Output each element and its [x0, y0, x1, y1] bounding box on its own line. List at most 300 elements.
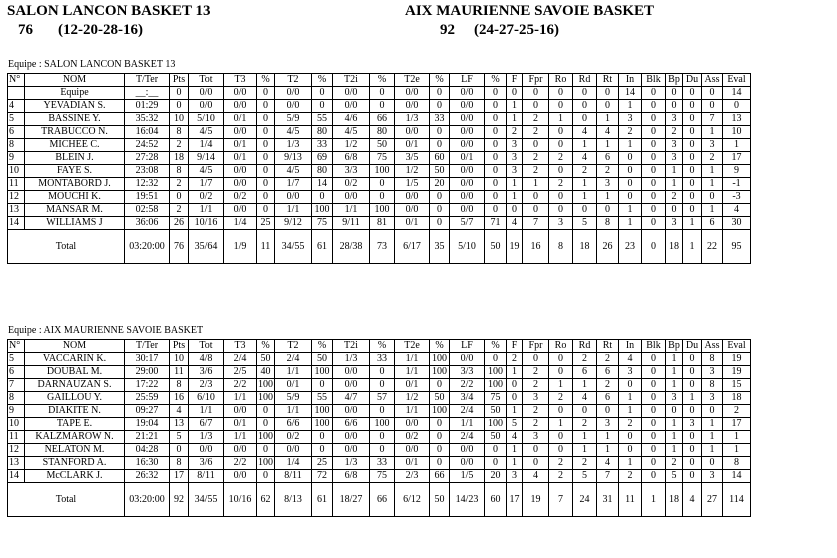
stat-cell: 2 — [666, 457, 683, 470]
stat-cell: -1 — [723, 178, 751, 191]
stat-cell: 0/1 — [395, 457, 430, 470]
player-row — [8, 165, 751, 178]
stat-cell: 14 — [312, 178, 333, 191]
stat-cell: 2/4 — [450, 405, 485, 418]
stat-cell: 1/3 — [275, 139, 312, 152]
stat-cell: 0 — [430, 87, 450, 100]
stat-cell: 4 — [523, 470, 549, 483]
total-cell: 1 — [683, 230, 702, 264]
stat-cell: 2 — [619, 418, 642, 431]
stat-cell: 0 — [370, 178, 395, 191]
stat-cell: 0 — [642, 165, 666, 178]
stat-cell: 0 — [549, 100, 573, 113]
stat-cell: 0 — [430, 431, 450, 444]
stat-cell: 0 — [549, 87, 573, 100]
column-header: T/Ter — [125, 74, 170, 87]
stat-cell: 2 — [523, 405, 549, 418]
stat-cell: 6 — [8, 366, 25, 379]
total-cell: 92 — [170, 483, 189, 517]
total-cell: 4 — [683, 483, 702, 517]
stat-cell: 10 — [170, 113, 189, 126]
stat-cell: 0 — [619, 431, 642, 444]
stat-cell: 0 — [619, 191, 642, 204]
stat-cell: 2 — [573, 457, 597, 470]
stat-cell: 3 — [523, 392, 549, 405]
stat-cell: 0/0 — [189, 100, 224, 113]
total-cell: 50 — [485, 230, 507, 264]
stat-cell: 4 — [573, 392, 597, 405]
stat-cell: 0 — [370, 431, 395, 444]
stat-cell: 1/1 — [275, 366, 312, 379]
stat-cell: 0 — [683, 178, 702, 191]
stat-cell: 0/2 — [275, 431, 312, 444]
stat-cell: 0 — [170, 87, 189, 100]
stat-cell: 0 — [370, 444, 395, 457]
column-header: Ass — [702, 74, 723, 87]
stat-cell: 0 — [642, 444, 666, 457]
stat-cell: 14 — [8, 470, 25, 483]
stat-cell: 100 — [430, 405, 450, 418]
total-cell: 11 — [619, 483, 642, 517]
stat-cell: 6/8 — [333, 470, 370, 483]
stat-cell: 0/0 — [224, 204, 257, 217]
stat-cell: 0 — [257, 87, 275, 100]
stat-cell: 4 — [8, 100, 25, 113]
stat-cell: 0 — [485, 191, 507, 204]
stat-cell: 0/0 — [189, 87, 224, 100]
stat-cell: 1 — [666, 418, 683, 431]
stat-cell: 8 — [170, 165, 189, 178]
stat-cell: 8 — [170, 379, 189, 392]
stat-cell: 17 — [723, 418, 751, 431]
stat-cell: 9 — [723, 165, 751, 178]
stat-cell: 0 — [257, 165, 275, 178]
stat-cell: 1 — [723, 444, 751, 457]
stat-cell: 0 — [485, 444, 507, 457]
stat-cell: 100 — [312, 204, 333, 217]
stat-cell: 0/1 — [395, 139, 430, 152]
stat-cell: 0 — [683, 470, 702, 483]
stat-cell: 100 — [312, 366, 333, 379]
player-row — [8, 152, 751, 165]
player-name: MONTABORD J. — [25, 178, 125, 191]
stat-cell: 1 — [702, 165, 723, 178]
stat-cell: 0/0 — [333, 444, 370, 457]
stat-cell: 0/2 — [395, 431, 430, 444]
stat-cell: 0 — [619, 165, 642, 178]
stat-cell: 0/0 — [275, 444, 312, 457]
stat-cell: 5/9 — [275, 392, 312, 405]
stat-cell: 1 — [507, 113, 523, 126]
player-row — [8, 431, 751, 444]
stat-cell: 0 — [683, 379, 702, 392]
column-header: % — [257, 340, 275, 353]
stat-cell: 5 — [666, 470, 683, 483]
column-header: Blk — [642, 74, 666, 87]
away-quarters: (24-27-25-16) — [474, 22, 559, 38]
stat-cell: 0/0 — [450, 353, 485, 366]
stat-cell: 12 — [8, 444, 25, 457]
player-row — [8, 139, 751, 152]
player-row — [8, 379, 751, 392]
column-header: Tot — [189, 340, 224, 353]
stat-cell: 0 — [683, 191, 702, 204]
stat-cell: 0 — [642, 152, 666, 165]
stat-cell: 0/0 — [450, 178, 485, 191]
stat-cell: 100 — [430, 366, 450, 379]
stat-cell: 1 — [702, 418, 723, 431]
total-cell: 17 — [507, 483, 523, 517]
stat-cell: 50 — [257, 353, 275, 366]
stat-cell: 20 — [485, 470, 507, 483]
stat-cell: 1 — [666, 165, 683, 178]
stat-cell: 0 — [642, 178, 666, 191]
stat-cell: 9/14 — [189, 152, 224, 165]
column-header: Du — [683, 74, 702, 87]
stat-cell: 1/1 — [224, 392, 257, 405]
stat-cell: 40 — [257, 366, 275, 379]
stat-cell: 0 — [257, 113, 275, 126]
total-cell: 66 — [370, 483, 395, 517]
stat-cell: 1 — [523, 178, 549, 191]
stat-cell: 0 — [723, 100, 751, 113]
stat-cell: 1 — [619, 100, 642, 113]
total-cell: 6/17 — [395, 230, 430, 264]
stat-cell: 6/10 — [189, 392, 224, 405]
stat-cell: 1 — [666, 366, 683, 379]
stat-cell: 9/12 — [275, 217, 312, 230]
stat-cell: 33 — [370, 457, 395, 470]
stat-cell: 55 — [312, 113, 333, 126]
stat-cell: 0 — [683, 165, 702, 178]
stat-cell: 9/11 — [333, 217, 370, 230]
stat-cell: 4 — [597, 126, 619, 139]
stat-cell: 0 — [430, 418, 450, 431]
stat-cell: 0 — [257, 191, 275, 204]
stat-cell: 0 — [507, 87, 523, 100]
stat-cell: 100 — [312, 405, 333, 418]
column-header: % — [430, 340, 450, 353]
stat-cell: 0 — [523, 87, 549, 100]
stat-cell: 3 — [702, 392, 723, 405]
stat-cell: 7 — [702, 113, 723, 126]
stat-cell: 0 — [642, 353, 666, 366]
stat-cell: 0 — [507, 392, 523, 405]
stat-cell: 0/2 — [224, 191, 257, 204]
stat-cell: 1/1 — [395, 405, 430, 418]
stat-cell: 75 — [370, 470, 395, 483]
total-label: Total — [8, 230, 125, 264]
total-cell: 6/12 — [395, 483, 430, 517]
stat-cell: 12 — [8, 191, 25, 204]
column-header: % — [370, 340, 395, 353]
player-row — [8, 457, 751, 470]
total-cell: 1 — [642, 483, 666, 517]
stat-cell: 0/2 — [333, 178, 370, 191]
stat-cell: 2 — [597, 379, 619, 392]
stat-cell: 0/1 — [395, 217, 430, 230]
stat-cell: 13 — [170, 418, 189, 431]
stat-cell: 100 — [370, 204, 395, 217]
stat-cell: 2 — [170, 139, 189, 152]
stat-cell: 0 — [683, 113, 702, 126]
stat-cell: 3/3 — [450, 366, 485, 379]
stat-cell: 0 — [683, 444, 702, 457]
column-header: Blk — [642, 340, 666, 353]
stat-cell: 3 — [666, 139, 683, 152]
stat-cell: 0 — [683, 126, 702, 139]
column-header: % — [312, 74, 333, 87]
stat-cell: 33 — [430, 113, 450, 126]
column-header: T2 — [275, 74, 312, 87]
column-header: T3 — [224, 74, 257, 87]
stat-cell: 1 — [619, 139, 642, 152]
total-cell: 16 — [523, 230, 549, 264]
stat-cell: 0/1 — [224, 113, 257, 126]
home-stats-table — [7, 73, 751, 264]
stat-cell: 1 — [507, 457, 523, 470]
stat-cell: 3 — [666, 392, 683, 405]
stat-cell: 1 — [702, 204, 723, 217]
total-cell: 7 — [549, 483, 573, 517]
stat-cell: 2 — [523, 366, 549, 379]
column-header: Rt — [597, 340, 619, 353]
stat-cell: 4/8 — [189, 353, 224, 366]
stat-cell: 1 — [702, 126, 723, 139]
stat-cell: 29:00 — [125, 366, 170, 379]
stat-cell: 2/4 — [275, 353, 312, 366]
total-cell: 18 — [573, 230, 597, 264]
home-team-name: SALON LANCON BASKET 13 — [7, 3, 211, 19]
total-cell: 76 — [170, 230, 189, 264]
stat-cell: 2 — [597, 165, 619, 178]
stat-cell: 0/1 — [224, 418, 257, 431]
stat-cell: 1/2 — [333, 139, 370, 152]
stat-cell: 0 — [485, 113, 507, 126]
stat-cell: 7 — [523, 217, 549, 230]
stat-cell: 1 — [573, 444, 597, 457]
total-cell: 18 — [666, 483, 683, 517]
stat-cell: 1 — [573, 191, 597, 204]
stat-cell: 0 — [642, 405, 666, 418]
player-name: FAYE S. — [25, 165, 125, 178]
stat-cell: 6/6 — [275, 418, 312, 431]
stat-cell: 0 — [312, 444, 333, 457]
stat-cell: 5 — [8, 353, 25, 366]
stat-cell: 60 — [430, 152, 450, 165]
total-cell: 03:20:00 — [125, 230, 170, 264]
stat-cell: 0/0 — [333, 87, 370, 100]
stat-cell: 0 — [642, 191, 666, 204]
player-name: MICHEE C. — [25, 139, 125, 152]
stat-cell: 5 — [8, 113, 25, 126]
stat-cell: 10/16 — [189, 217, 224, 230]
column-header: Rt — [597, 74, 619, 87]
total-cell: 8/13 — [275, 483, 312, 517]
stat-cell: 0/0 — [450, 139, 485, 152]
home-quarters: (12-20-28-16) — [58, 22, 143, 38]
stat-cell: 20 — [430, 178, 450, 191]
total-cell: 61 — [312, 230, 333, 264]
header-row — [8, 340, 751, 353]
stat-cell: 3 — [507, 165, 523, 178]
stat-cell: 11 — [8, 431, 25, 444]
stat-cell: 0 — [523, 444, 549, 457]
stat-cell: 0/0 — [224, 444, 257, 457]
stat-cell: 0 — [597, 204, 619, 217]
stat-cell: 2 — [523, 418, 549, 431]
stat-cell: 1/1 — [450, 418, 485, 431]
stat-cell: 0 — [523, 204, 549, 217]
total-cell: 34/55 — [189, 483, 224, 517]
stat-cell: 1/1 — [189, 204, 224, 217]
stat-cell: 0 — [642, 87, 666, 100]
stat-cell: 19 — [723, 353, 751, 366]
stat-cell: 3 — [507, 152, 523, 165]
stat-cell: 100 — [370, 418, 395, 431]
stat-cell: 100 — [312, 418, 333, 431]
column-header: T2 — [275, 340, 312, 353]
player-name: DARNAUZAN S. — [25, 379, 125, 392]
stat-cell: 17:22 — [125, 379, 170, 392]
total-row — [8, 483, 751, 517]
stat-cell: 100 — [430, 353, 450, 366]
stat-cell: 0 — [642, 392, 666, 405]
stat-cell: 0 — [683, 431, 702, 444]
stat-cell: 0 — [666, 405, 683, 418]
column-header: T/Ter — [125, 340, 170, 353]
stat-cell: 0 — [523, 100, 549, 113]
stat-cell: 50 — [430, 165, 450, 178]
stat-cell: 0 — [257, 405, 275, 418]
stat-cell: 0 — [370, 379, 395, 392]
stat-cell: 1 — [702, 444, 723, 457]
stat-cell: 0 — [642, 379, 666, 392]
column-header: T2e — [395, 74, 430, 87]
column-header: Tot — [189, 74, 224, 87]
total-cell: 114 — [723, 483, 751, 517]
stat-cell: 0 — [549, 126, 573, 139]
total-cell: 18 — [666, 230, 683, 264]
stat-cell: 2/2 — [224, 457, 257, 470]
player-name: DIAKITE N. — [25, 405, 125, 418]
stat-cell: 02:58 — [125, 204, 170, 217]
player-name: STANFORD A. — [25, 457, 125, 470]
stat-cell: 0 — [257, 152, 275, 165]
stat-cell: 0/1 — [395, 379, 430, 392]
stat-cell: 1 — [507, 178, 523, 191]
player-row — [8, 366, 751, 379]
stat-cell: 0/0 — [333, 405, 370, 418]
stat-cell: 33 — [312, 139, 333, 152]
stat-cell: 0 — [619, 178, 642, 191]
stat-cell: 2 — [523, 152, 549, 165]
total-cell: 23 — [619, 230, 642, 264]
stat-cell: 80 — [312, 165, 333, 178]
stat-cell: 100 — [258, 457, 273, 468]
stat-cell: 0/0 — [224, 126, 257, 139]
stat-cell: 0 — [430, 204, 450, 217]
stat-cell: 4/7 — [333, 392, 370, 405]
stat-cell: 3 — [702, 139, 723, 152]
stat-cell: 0/0 — [450, 100, 485, 113]
stat-cell: 6 — [702, 217, 723, 230]
player-row — [8, 392, 751, 405]
stat-cell: 0 — [683, 100, 702, 113]
total-cell: 35 — [430, 230, 450, 264]
away-team-name: AIX MAURIENNE SAVOIE BASKET — [405, 3, 655, 19]
player-row — [8, 126, 751, 139]
stat-cell: 0/0 — [275, 100, 312, 113]
stat-cell: 1/1 — [275, 204, 312, 217]
stat-cell: 0 — [702, 100, 723, 113]
stat-cell: 1/1 — [395, 366, 430, 379]
stat-cell: 3/5 — [395, 152, 430, 165]
stat-cell: 0 — [702, 405, 723, 418]
stat-cell: 0 — [683, 87, 702, 100]
stat-cell: 7 — [597, 470, 619, 483]
stat-cell: 0 — [597, 87, 619, 100]
stat-cell: 6/8 — [333, 152, 370, 165]
stat-cell: 1 — [619, 405, 642, 418]
stat-cell: 14 — [8, 217, 25, 230]
stat-cell: 1/4 — [275, 457, 312, 470]
stat-cell: 72 — [312, 470, 333, 483]
stat-cell: 0 — [549, 204, 573, 217]
stat-cell: 3 — [507, 139, 523, 152]
stat-cell: 16 — [170, 392, 189, 405]
stat-cell: 2 — [523, 113, 549, 126]
stat-cell: 0 — [573, 87, 597, 100]
stat-cell: 25 — [312, 457, 333, 470]
stat-cell: 0 — [485, 126, 507, 139]
stat-cell: 2 — [170, 204, 189, 217]
stat-cell: 0 — [523, 353, 549, 366]
stat-cell: 0/0 — [395, 204, 430, 217]
total-cell: 73 — [370, 230, 395, 264]
home-score: 76 — [18, 22, 33, 38]
stat-cell: 14 — [619, 87, 642, 100]
total-cell: 50 — [430, 483, 450, 517]
stat-cell: 0 — [549, 139, 573, 152]
stat-cell: 3 — [683, 418, 702, 431]
stat-cell: 1 — [683, 392, 702, 405]
player-row — [8, 87, 751, 100]
column-header: Du — [683, 340, 702, 353]
stat-cell: 1/2 — [395, 165, 430, 178]
stat-cell: 0 — [549, 353, 573, 366]
stat-cell: 18 — [723, 392, 751, 405]
stat-cell: 0 — [430, 379, 450, 392]
stat-cell: 2 — [619, 126, 642, 139]
stat-cell: 3 — [597, 178, 619, 191]
stat-cell: 0 — [523, 191, 549, 204]
stat-cell: 23:08 — [125, 165, 170, 178]
stat-cell: 0/0 — [395, 444, 430, 457]
stat-cell: 0 — [430, 217, 450, 230]
stat-cell: 3 — [507, 470, 523, 483]
stat-cell — [8, 87, 25, 100]
column-header: N° — [8, 74, 25, 87]
player-name: TAPE E. — [25, 418, 125, 431]
player-name: McCLARK J. — [25, 470, 125, 483]
total-cell: 10/16 — [224, 483, 257, 517]
total-cell: 18/27 — [333, 483, 370, 517]
stat-cell: 0 — [170, 444, 189, 457]
stat-cell: 2 — [549, 392, 573, 405]
stat-cell: 100 — [485, 379, 507, 392]
stat-cell: 0 — [597, 405, 619, 418]
